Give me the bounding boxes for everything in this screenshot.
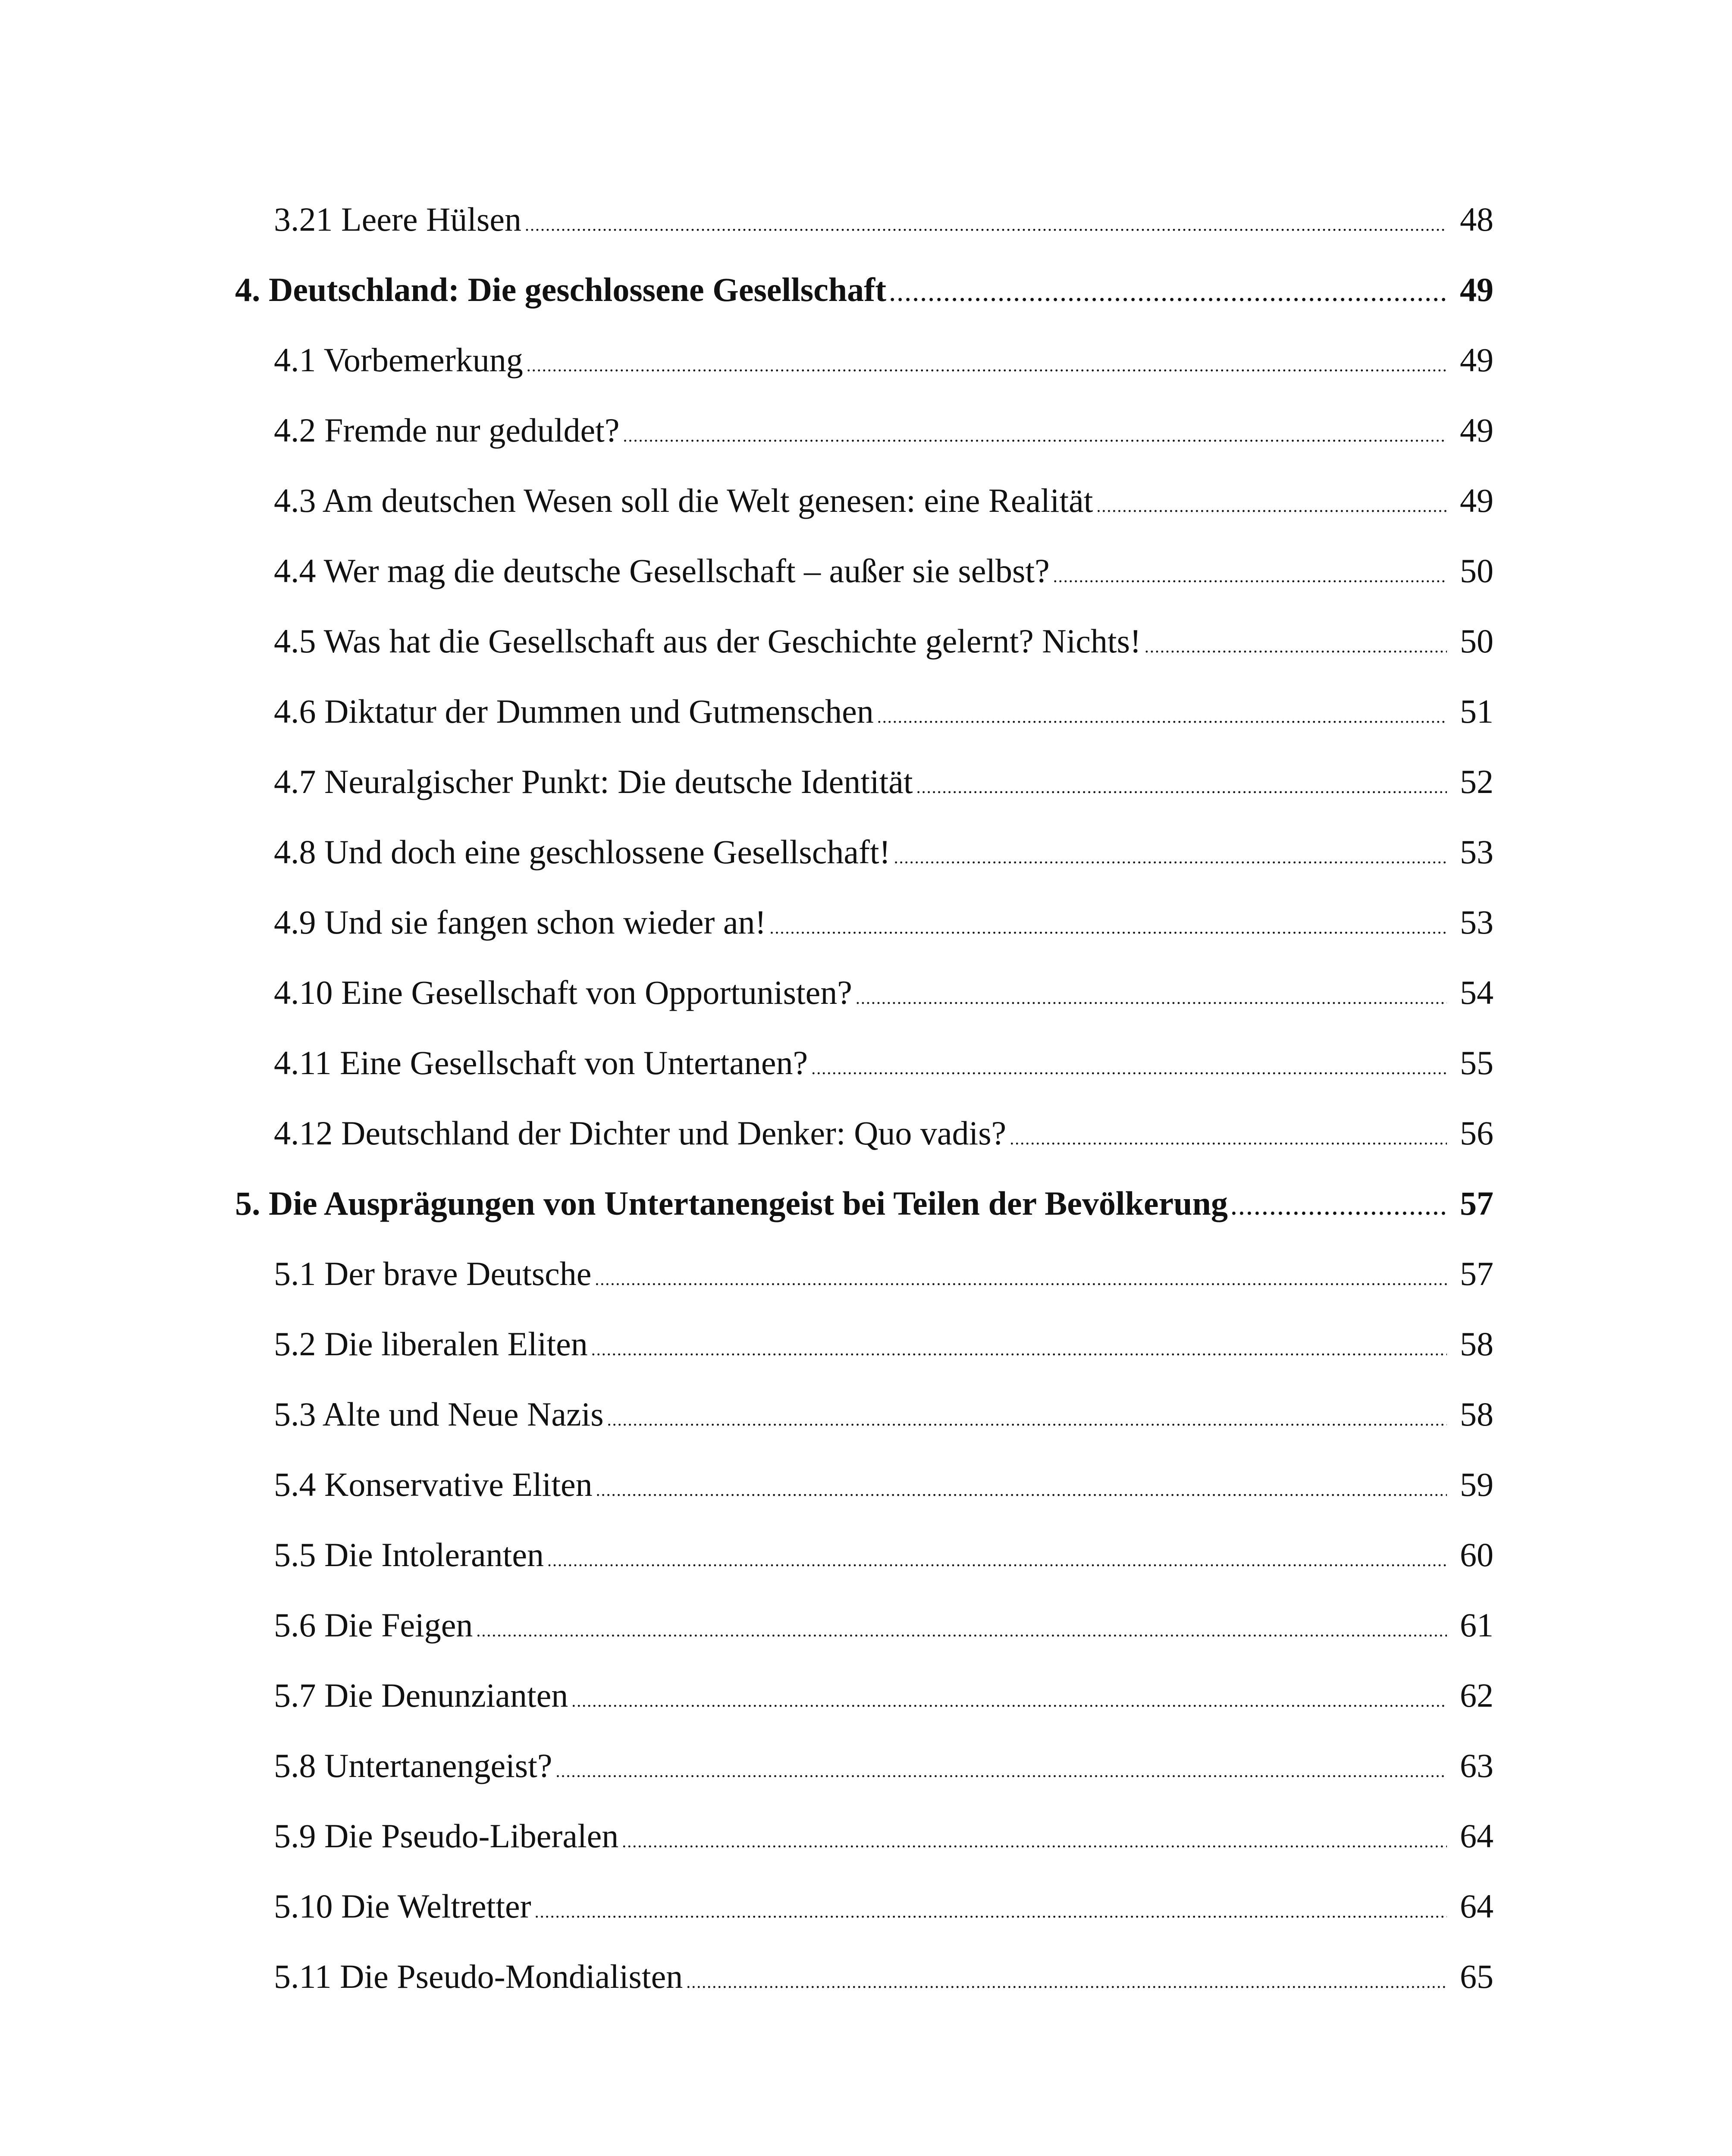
toc-entry-title: 5.9 Die Pseudo-Liberalen bbox=[274, 1817, 619, 1855]
toc-entry-5-6 bbox=[274, 1608, 1494, 1642]
toc-entry-title: 5.10 Die Weltretter bbox=[274, 1887, 531, 1925]
toc-entry-page: 50 bbox=[1460, 552, 1494, 589]
dot-leader bbox=[1010, 1130, 1447, 1147]
toc-entry-4-7 bbox=[274, 765, 1494, 799]
toc-entry-title: 4.7 Neuralgischer Punkt: Die deutsche Identität bbox=[274, 763, 913, 800]
toc-entry-page: 60 bbox=[1460, 1536, 1494, 1573]
toc-entry-title: 4.1 Vorbemerkung bbox=[274, 341, 523, 379]
toc-entry-page: 64 bbox=[1460, 1817, 1494, 1855]
toc-entry-title: 4.3 Am deutschen Wesen soll die Welt genesen: eine Realität bbox=[274, 482, 1093, 519]
dot-leader bbox=[476, 1622, 1447, 1639]
toc-entry-5-3 bbox=[274, 1395, 1494, 1433]
toc-entry-page: 55 bbox=[1460, 1044, 1494, 1081]
toc-entry-title: 4.5 Was hat die Gesellschaft aus der Geschichte gelernt? Nichts! bbox=[274, 622, 1141, 660]
toc-entry-page: 58 bbox=[1460, 1395, 1494, 1433]
toc-entry-4-1 bbox=[274, 343, 1494, 377]
toc-entry-page: 62 bbox=[1460, 1677, 1494, 1714]
dot-leader bbox=[1231, 1198, 1447, 1219]
toc-entry-page: 61 bbox=[1460, 1606, 1494, 1644]
toc-entry-title: 5.3 Alte und Neue Nazis bbox=[274, 1395, 604, 1433]
toc-entry-5-5 bbox=[274, 1538, 1494, 1572]
toc-entry-title: 4.12 Deutschland der Dichter und Denker: Quo vadis? bbox=[274, 1114, 1007, 1152]
toc-entry-title: 5.7 Die Denunzianten bbox=[274, 1677, 568, 1714]
toc-entry-4-6 bbox=[274, 695, 1494, 728]
toc-entry-4-11 bbox=[274, 1046, 1494, 1080]
toc-entry-4-9 bbox=[274, 903, 1494, 941]
toc-entry-5-11 bbox=[274, 1960, 1494, 1993]
dot-leader bbox=[623, 427, 1447, 445]
toc-entry-5-1 bbox=[274, 1257, 1494, 1291]
dot-leader bbox=[547, 1552, 1447, 1569]
toc-entry-page: 48 bbox=[1460, 201, 1494, 238]
toc-entry-4-4 bbox=[274, 554, 1494, 588]
dot-leader bbox=[890, 284, 1447, 305]
toc-entry-4-10 bbox=[274, 976, 1494, 1009]
dot-leader bbox=[1053, 568, 1447, 585]
toc-entry-title: 4.11 Eine Gesellschaft von Untertanen? bbox=[274, 1044, 808, 1081]
toc-entry-page: 57 bbox=[1460, 1255, 1494, 1292]
toc-entry-page: 54 bbox=[1460, 974, 1494, 1011]
dot-leader bbox=[595, 1271, 1447, 1288]
toc-entry-page: 64 bbox=[1460, 1887, 1494, 1925]
dot-leader bbox=[622, 1833, 1447, 1850]
toc-entry-title: 3.21 Leere Hülsen bbox=[274, 201, 521, 238]
toc-entry-page: 53 bbox=[1460, 903, 1494, 941]
toc-entry-title: 4.10 Eine Gesellschaft von Opportunisten? bbox=[274, 974, 852, 1011]
toc-chapter-title: 5. Die Ausprägungen von Untertanengeist bei Teilen der Bevölkerung bbox=[235, 1185, 1228, 1222]
dot-leader bbox=[769, 919, 1447, 937]
toc-entry-3-21 bbox=[274, 203, 1494, 236]
toc-entry-page: 59 bbox=[1460, 1466, 1494, 1503]
dot-leader bbox=[877, 708, 1447, 726]
toc-entry-page: 63 bbox=[1460, 1747, 1494, 1784]
toc-entry-page: 52 bbox=[1460, 763, 1494, 800]
dot-leader bbox=[525, 216, 1447, 234]
toc-entry-page: 49 bbox=[1460, 411, 1494, 449]
toc-entry-title: 5.2 Die liberalen Eliten bbox=[274, 1325, 588, 1363]
toc-entry-page: 58 bbox=[1460, 1325, 1494, 1363]
toc-entry-title: 5.4 Konservative Eliten bbox=[274, 1466, 593, 1503]
dot-leader bbox=[686, 1974, 1447, 1991]
toc-entry-page: 49 bbox=[1460, 482, 1494, 519]
toc-entry-page: 50 bbox=[1460, 622, 1494, 660]
dot-leader bbox=[916, 779, 1447, 796]
toc-entry-5-10 bbox=[274, 1887, 1494, 1925]
toc-chapter-page: 49 bbox=[1460, 271, 1494, 308]
toc-chapter-title: 4. Deutschland: Die geschlossene Gesellschaft bbox=[235, 271, 887, 308]
toc-chapter-4 bbox=[235, 273, 1494, 307]
toc-entry-4-12 bbox=[274, 1116, 1494, 1150]
dot-leader bbox=[596, 1482, 1447, 1499]
toc-entry-5-9 bbox=[274, 1819, 1494, 1853]
toc-entry-4-3 bbox=[274, 484, 1494, 517]
toc-entry-title: 4.9 Und sie fangen schon wieder an! bbox=[274, 903, 766, 941]
dot-leader bbox=[607, 1411, 1447, 1429]
dot-leader bbox=[1096, 498, 1447, 515]
dot-leader bbox=[527, 357, 1447, 374]
toc-entry-page: 56 bbox=[1460, 1114, 1494, 1152]
toc-entry-title: 5.6 Die Feigen bbox=[274, 1606, 473, 1644]
dot-leader bbox=[894, 849, 1447, 866]
toc-entry-title: 4.2 Fremde nur geduldet? bbox=[274, 411, 620, 449]
toc-entry-5-8 bbox=[274, 1749, 1494, 1783]
toc-entry-title: 4.8 Und doch eine geschlossene Gesellschaft! bbox=[274, 833, 891, 871]
dot-leader bbox=[571, 1692, 1447, 1710]
toc-entry-title: 4.4 Wer mag die deutsche Gesellschaft – außer sie selbst? bbox=[274, 552, 1050, 589]
dot-leader bbox=[856, 990, 1447, 1007]
dot-leader bbox=[1145, 638, 1447, 655]
toc-entry-page: 49 bbox=[1460, 341, 1494, 379]
toc-entry-page: 53 bbox=[1460, 833, 1494, 871]
toc-entry-title: 5.5 Die Intoleranten bbox=[274, 1536, 544, 1573]
toc-entry-5-2 bbox=[274, 1327, 1494, 1361]
toc-entry-page: 51 bbox=[1460, 693, 1494, 730]
toc-entry-5-4 bbox=[274, 1468, 1494, 1501]
toc-entry-page: 65 bbox=[1460, 1958, 1494, 1995]
toc-entry-title: 5.1 Der brave Deutsche bbox=[274, 1255, 592, 1292]
toc-entry-title: 5.11 Die Pseudo-Mondialisten bbox=[274, 1958, 683, 1995]
toc-entry-title: 4.6 Diktatur der Dummen und Gutmenschen bbox=[274, 693, 874, 730]
dot-leader bbox=[591, 1341, 1447, 1358]
toc-entry-title: 5.8 Untertanengeist? bbox=[274, 1747, 552, 1784]
toc-chapter-5 bbox=[235, 1187, 1494, 1220]
toc-chapter-page: 57 bbox=[1460, 1185, 1494, 1222]
dot-leader bbox=[555, 1763, 1447, 1780]
toc-entry-5-7 bbox=[274, 1679, 1494, 1712]
toc-entry-4-5 bbox=[274, 624, 1494, 658]
dot-leader bbox=[535, 1903, 1447, 1921]
toc-entry-4-2 bbox=[274, 411, 1494, 449]
toc-entry-4-8 bbox=[274, 835, 1494, 869]
dot-leader bbox=[811, 1060, 1447, 1077]
